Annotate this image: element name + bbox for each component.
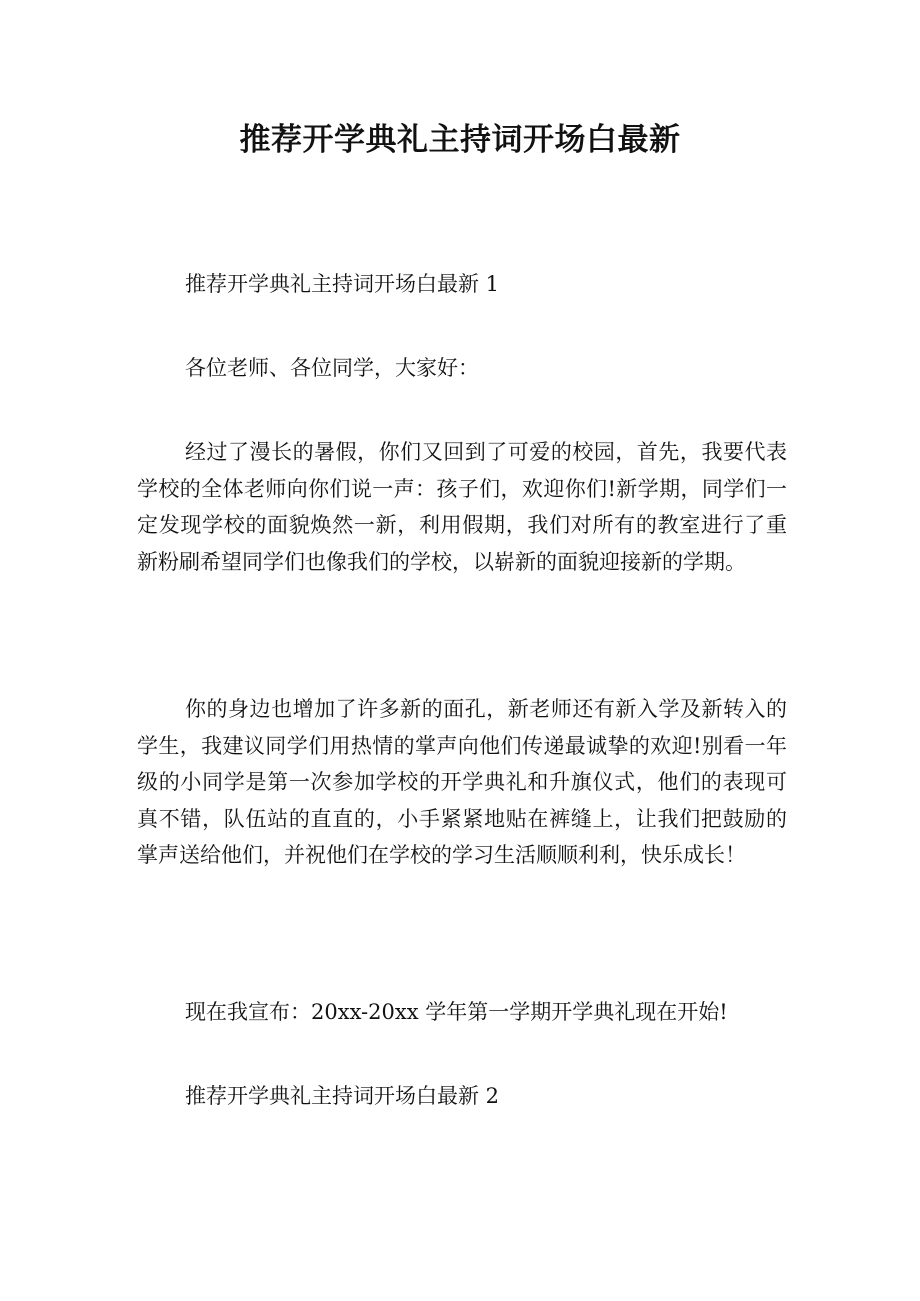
section-heading-1: 推荐开学典礼主持词开场白最新 1 bbox=[185, 272, 500, 296]
document-title: 推荐开学典礼主持词开场白最新 bbox=[239, 122, 681, 158]
body-paragraph-1: 经过了漫长的暑假，你们又回到了可爱的校园，首先，我要代表学校的全体老师向你们说一声：孩子们，欢迎你们!新学期，同学们一定发现学校的面貌焕然一新，利用假期，我们对所有的教室进行了重新粉刷希望同学们也像我们的学校，以崭新的面貌迎接新的学期。 bbox=[137, 440, 787, 574]
section-heading-2: 推荐开学典礼主持词开场白最新 2 bbox=[185, 1084, 500, 1108]
greeting-paragraph: 各位老师、各位同学，大家好： bbox=[185, 356, 479, 380]
announcement-paragraph: 现在我宣布：20xx-20xx 学年第一学期开学典礼现在开始! bbox=[185, 1000, 728, 1024]
body-paragraph-2: 你的身边也增加了许多新的面孔，新老师还有新入学及新转入的学生，我建议同学们用热情的掌声向他们传递最诚挚的欢迎!别看一年级的小同学是第一次参加学校的开学典礼和升旗仪式，他们的表现可真不错，队伍站的直直的，小手紧紧地贴在裤缝上，让我们把鼓励的掌声送给他们，并祝他们在学校的学习生活顺顺利利，快乐成长！ bbox=[137, 697, 787, 867]
